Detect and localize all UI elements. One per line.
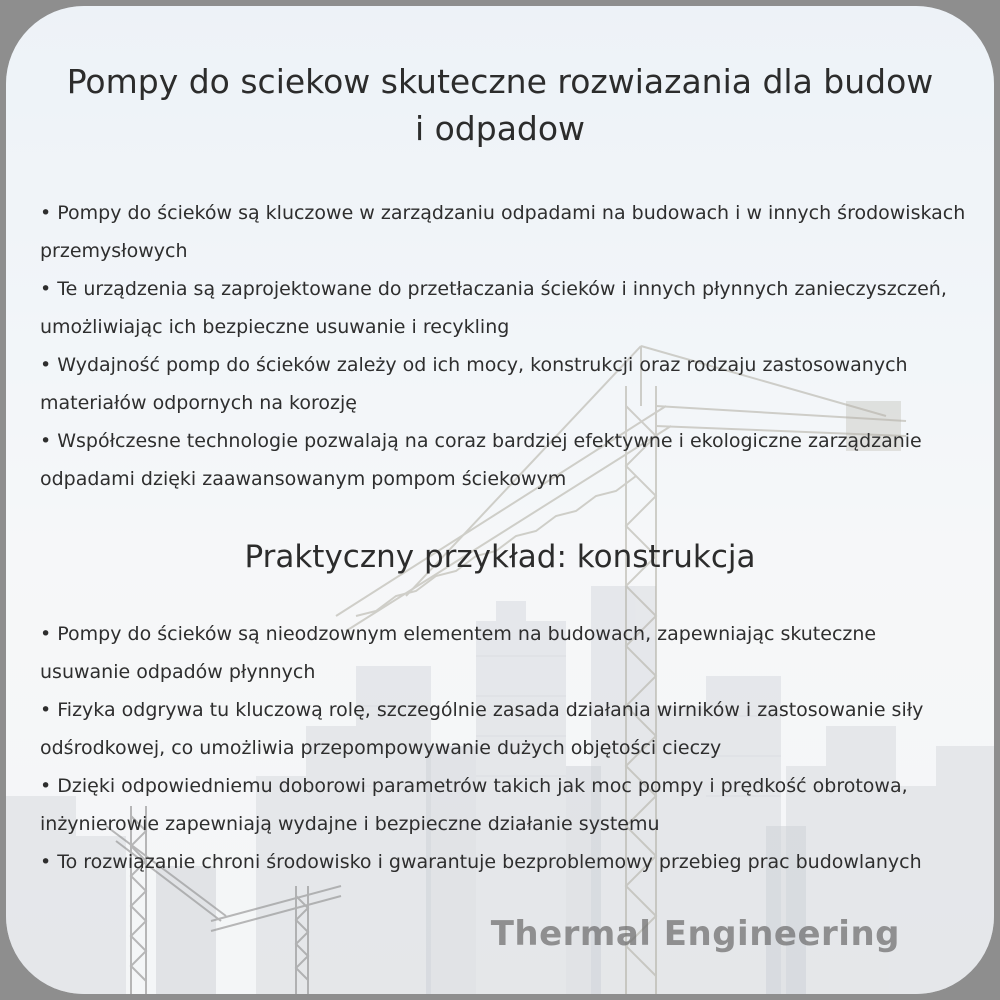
section-heading: Praktyczny przykład: konstrukcja [244, 539, 756, 575]
infographic-card [6, 6, 994, 994]
list-item: • Te urządzenia są zaprojektowane do przetłaczania ścieków i innych płynnych zanieczyszczeń, umożliwiając ich bezpieczne usuwanie i recykling [40, 270, 968, 346]
list-item: • Pompy do ścieków są nieodzownym elementem na budowach, zapewniając skuteczne usuwanie odpadów płynnych [40, 615, 968, 691]
page-title: Pompy do sciekow skuteczne rozwiazania dla budow i odpadow [66, 62, 934, 148]
list-item: • Fizyka odgrywa tu kluczową rolę, szczególnie zasada działania wirników i zastosowanie siły odśrodkowej, co umożliwia przepompowywanie dużych objętości cieczy [40, 691, 968, 767]
content-area [6, 6, 994, 994]
list-item: • Dzięki odpowiedniemu doborowi parametrów takich jak moc pompy i prędkość obrotowa, inżynierowie zapewniają wydajne i bezpieczne działanie systemu [40, 767, 968, 843]
list-item: • Współczesne technologie pozwalają na coraz bardziej efektywne i ekologiczne zarządzanie odpadami dzięki zaawansowanym pompom ściekowym [40, 422, 968, 498]
bullet-list-example [40, 615, 968, 881]
bullet-list-intro [40, 194, 968, 498]
list-item: • Wydajność pomp do ścieków zależy od ich mocy, konstrukcji oraz rodzaju zastosowanych materiałów odpornych na korozję [40, 346, 968, 422]
list-item: • To rozwiązanie chroni środowisko i gwarantuje bezproblemowy przebieg prac budowlanych [40, 843, 968, 881]
brand-watermark: Thermal Engineering [490, 914, 900, 954]
list-item: • Pompy do ścieków są kluczowe w zarządzaniu odpadami na budowach i w innych środowiskach przemysłowych [40, 194, 968, 270]
